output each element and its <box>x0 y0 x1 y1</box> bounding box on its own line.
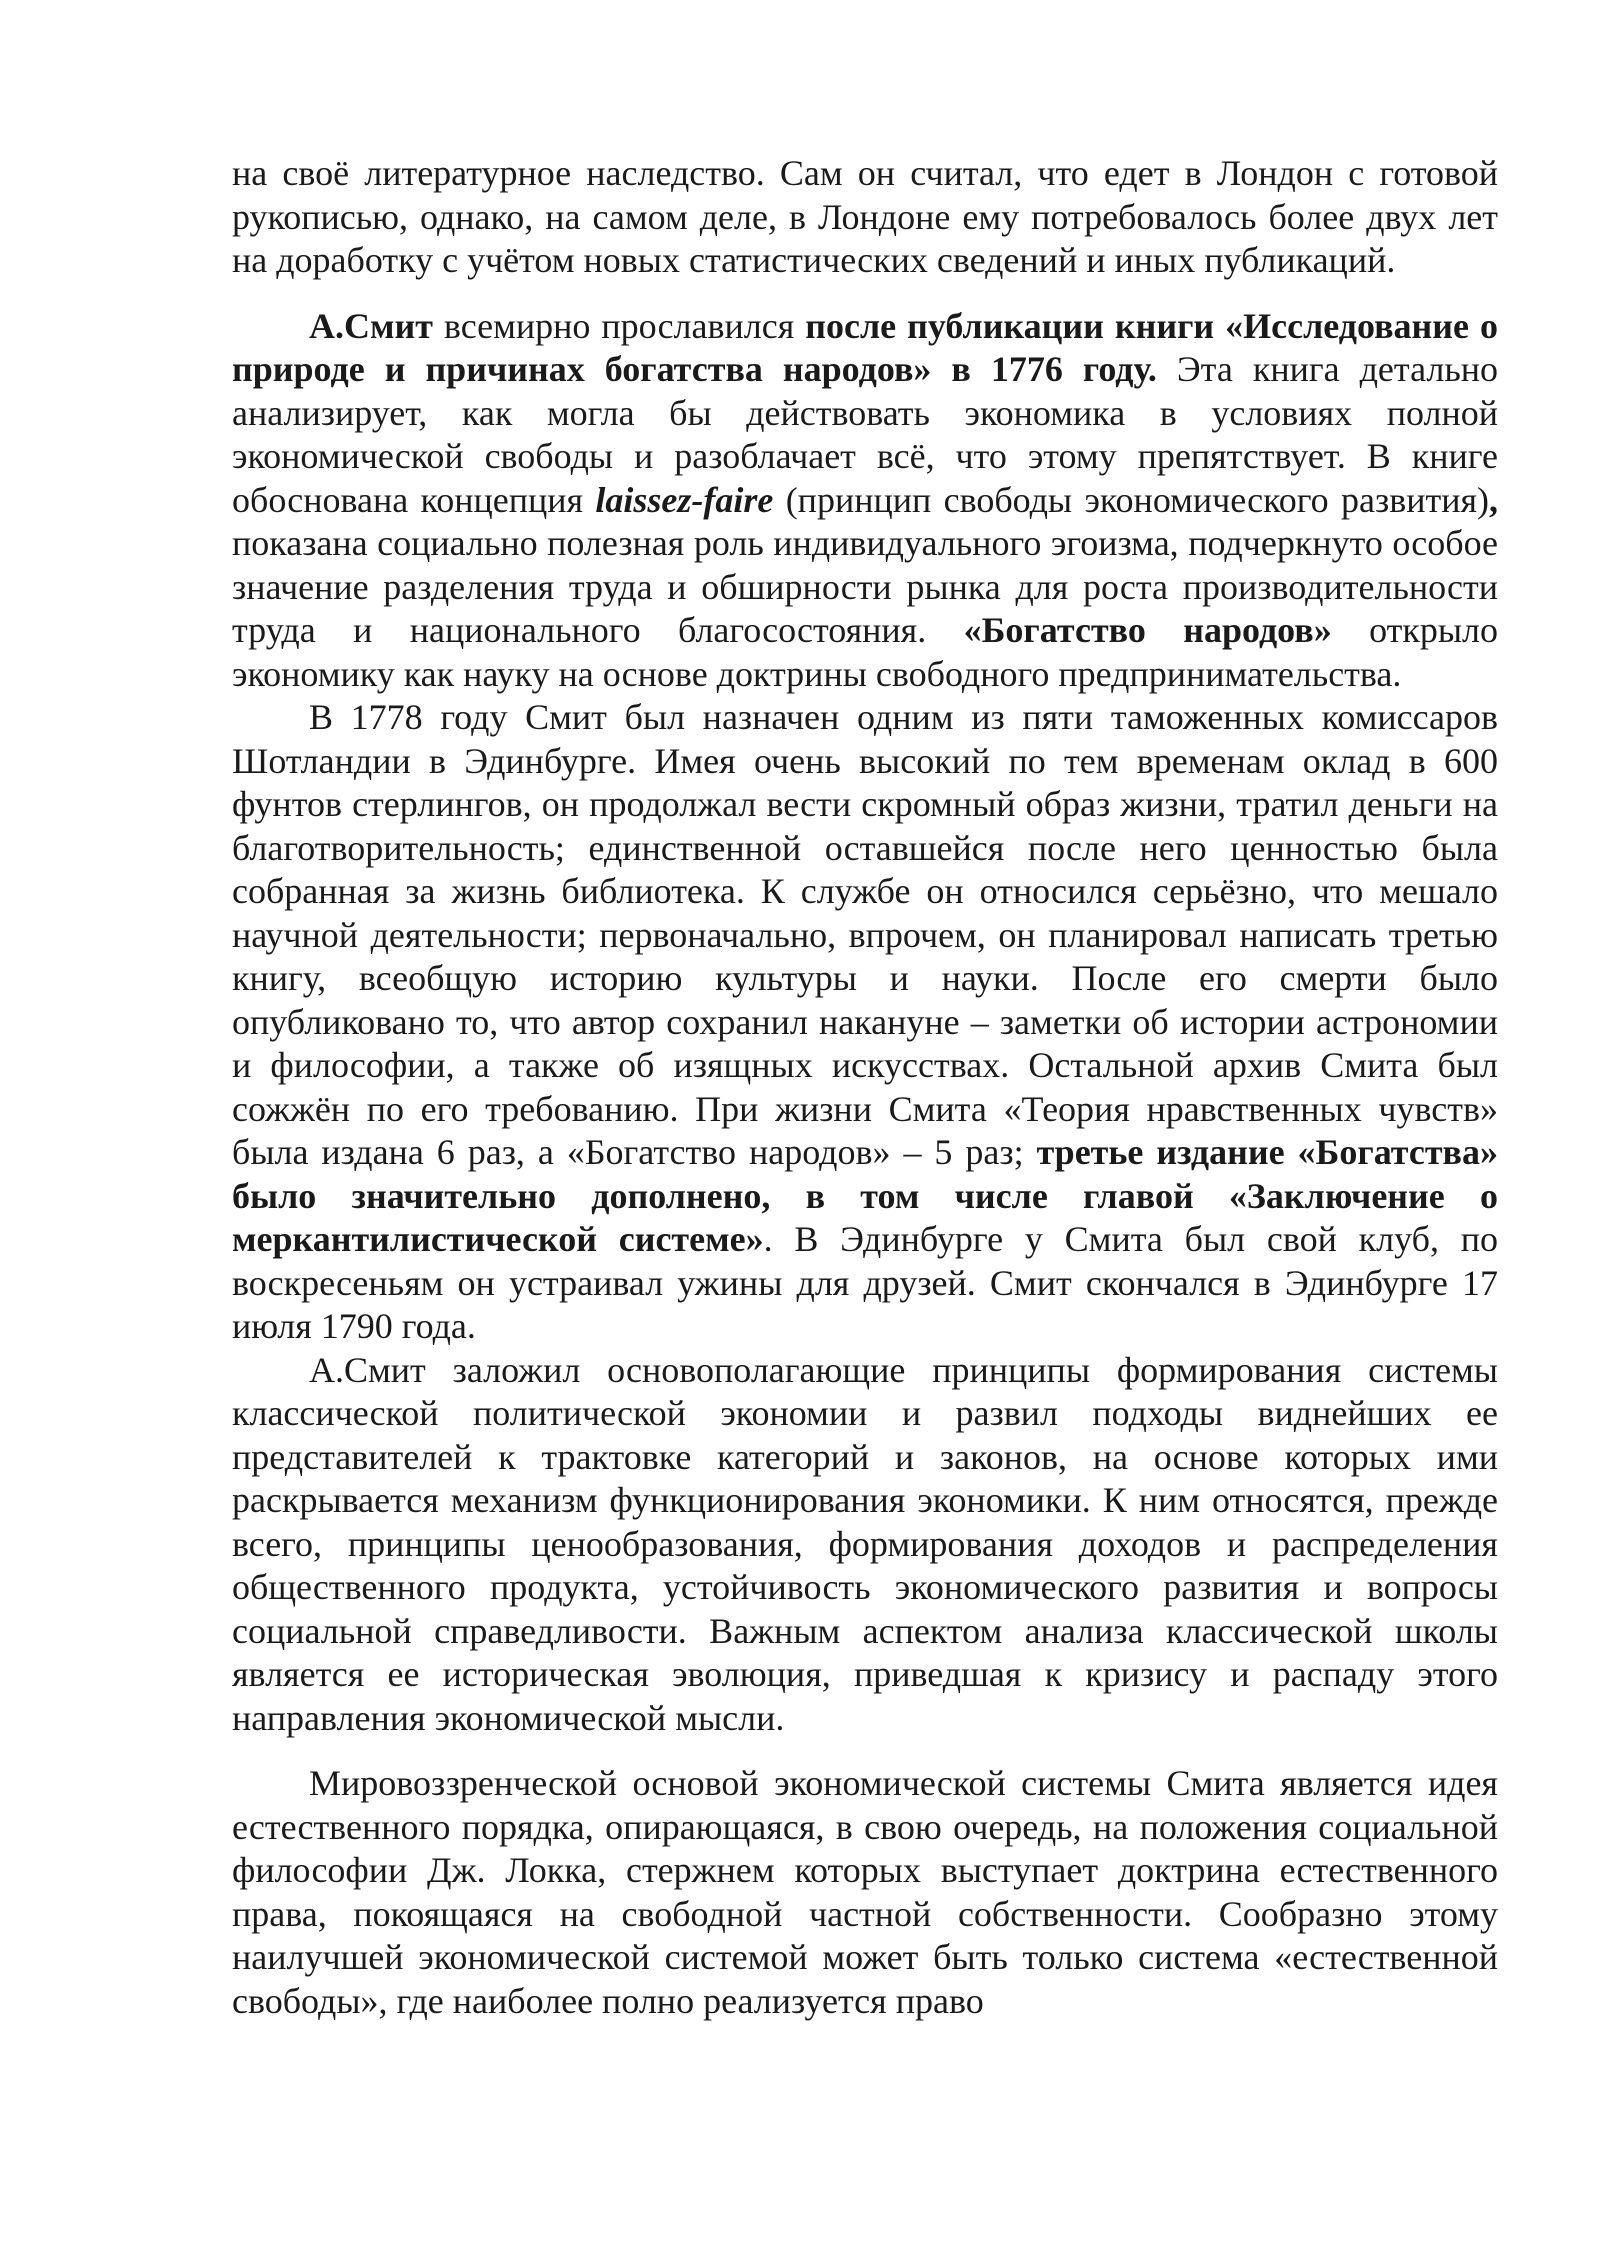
text-run: В 1778 году Смит был назначен одним из пяти таможенных комиссаров Шотландии в Эдинбурге. Имея очень высокий по тем временам оклад в 600 фунтов стерлингов, он продолжал вести скромный образ жизни, тратил деньги на благотворительность; единственной оставшейся после него ценностью была собранная за жизнь библиотека. К службе он относился серьёзно, что мешало научной деятельности; первоначально, впрочем, он планировал написать третью книгу, всеобщую историю культуры и науки. После его смерти было опубликовано то, что автор сохранил накануне – заметки об истории астрономии и философии, а также об изящных искусствах. Остальной архив Смита был сожжён по его требованию. При жизни Смита «Теория нравственных чувств» была издана 6 раз, а «Богатство народов» – 5 раз; <box>232 697 1498 1172</box>
text-run: открыло экономику как науку на основе доктрины свободного предпринимательства. <box>232 610 1498 694</box>
paragraph-continuation <box>232 152 1498 283</box>
paragraph-wealth-of-nations <box>232 305 1498 697</box>
paragraph-natural-order <box>232 1762 1498 2023</box>
text-run-bold-italic: laissez-faire <box>595 479 774 520</box>
text-run: А.Смит заложил основополагающие принципы формирования системы классической политической экономии и развил подходы виднейших ее представителей к трактовке категорий и законов, на основе которых ими раскрывается механизм функционирования экономики. К ним относятся, прежде всего, принципы ценообразования, формирования доходов и распределения общественного продукта, устойчивость экономического развития и вопросы социальной справедливости. Важным аспектом анализа классической школы является ее историческая эволюция, приведшая к кризису и распаду этого направления экономической мысли. <box>232 1349 1498 1738</box>
paragraph-customs-commissioner <box>232 696 1498 1349</box>
text-run: Эта книга детально анализирует, как могла бы действовать экономика в условиях полной экономической свободы и разоблачает всё, что этому препятствует. В книге обоснована концепция <box>232 349 1499 520</box>
text-run-bold: «Богатство народов» <box>963 610 1332 650</box>
text-run: Мировоззренческой основой экономической системы Смита является идея естественного порядка, опирающаяся, в свою очередь, на положения социальной философии Дж. Локка, стержнем которых выступает доктрина естественного права, покоящаяся на свободной частной собственности. Сообразно этому наилучшей экономической системой может быть только система «естественной свободы», где наиболее полно реализуется право <box>232 1763 1498 2021</box>
text-run: на своё литературное наследство. Сам он считал, что едет в Лондон с готовой рукописью, однако, на самом деле, в Лондоне ему потребовалось более двух лет на доработку с учётом новых статистических сведений и иных публикаций. <box>232 153 1498 280</box>
text-run-bold: после публикации книги «Исследование о природе и причинах богатства народов» в 1776 году. <box>232 305 1498 389</box>
text-run-bold: третье издание «Богатства» было значительно дополнено, в том числе главой «Заключение о меркантилистической системе» <box>232 1132 1499 1259</box>
document-page <box>232 152 1498 2023</box>
text-run: (принцип свободы экономического развития) <box>773 479 1490 520</box>
text-run: всемирно прославился <box>432 305 806 346</box>
text-run: . В Эдинбурге у Смита был свой клуб, по воскресеньям он устраивал ужины для друзей. Смит скончался в Эдинбурге 17 июля 1790 года. <box>232 1219 1498 1346</box>
text-run: показана социально полезная роль индивидуального эгоизма, подчеркнуто особое значение разделения труда и обширности рынка для роста производительности труда и национального благосостояния. <box>232 523 1498 650</box>
paragraph-classical-school <box>232 1349 1498 1741</box>
text-run-bold: , <box>1489 479 1499 520</box>
text-run-bold: А.Смит <box>309 305 433 346</box>
